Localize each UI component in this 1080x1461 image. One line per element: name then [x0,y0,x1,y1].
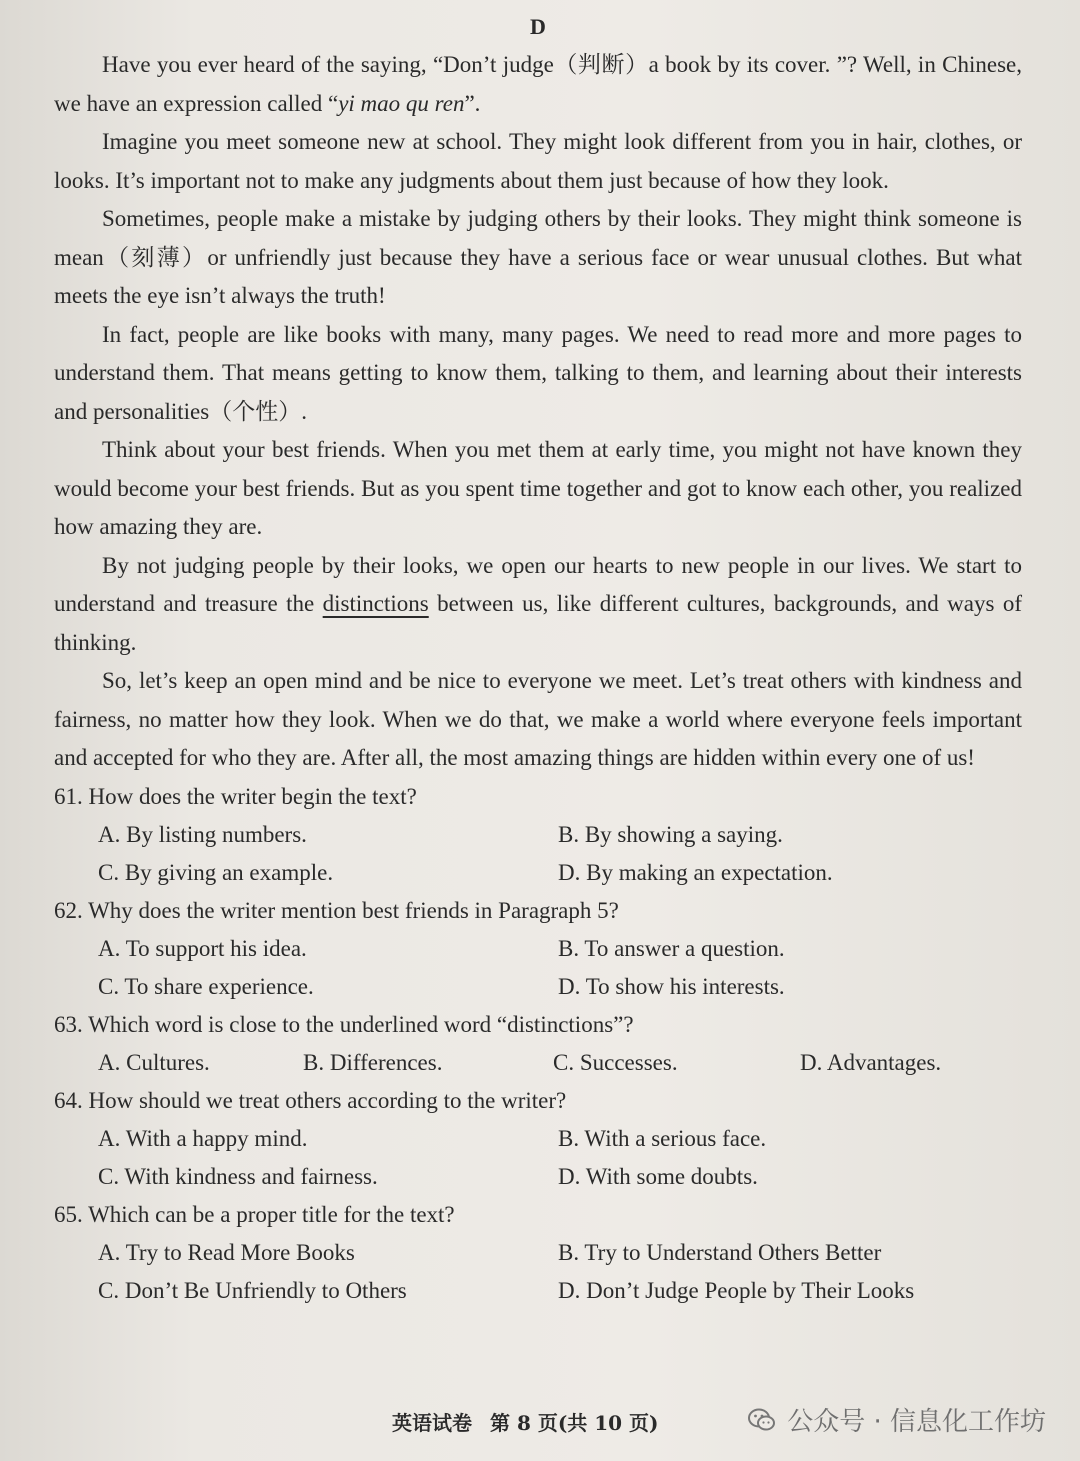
answer-option: A. By listing numbers. [98,821,307,847]
answer-option: B. Try to Understand Others Better [558,1239,882,1265]
question-item [54,1006,1022,1082]
underlined-word: distinctions [322,591,429,616]
answer-option: A. To support his idea. [98,935,307,961]
question-stem: 62. Why does the writer mention best friends in Paragraph 5? [54,897,619,923]
question-stem: 61. How does the writer begin the text? [54,783,417,809]
paragraph-text: By not judging people by their looks, we open our hearts to new people in our lives. We start to understand and treasure the [54,552,1022,616]
answer-option: C. With kindness and fairness. [98,1163,378,1189]
answer-option: B. With a serious face. [558,1125,767,1151]
answer-option: C. By giving an example. [98,859,334,885]
passage-paragraph [54,123,1022,200]
watermark-text: 公众号 · 信息化工作坊 [787,1407,1046,1437]
paragraph-text: ”. [464,90,481,116]
footer-page-number: 第 8 页(共 10 页) [490,1411,659,1435]
answer-options [54,1234,1022,1310]
paragraph-text: Have you ever heard of the saying, “Don’t judge（判断）a book by its cover. ”? Well, in Chinese, we have an expression called “ [54,52,1022,116]
question-list [54,778,1022,1310]
answer-option: A. Try to Read More Books [98,1239,355,1265]
passage-paragraph [54,46,1022,123]
footer-page-info [392,1407,677,1436]
reading-passage [54,46,1022,778]
page-footer [0,1401,1080,1435]
question-item [54,1196,1022,1310]
question-stem: 63. Which word is close to the underlined word “distinctions”? [54,1011,634,1037]
answer-option: D. By making an expectation. [558,859,833,885]
answer-options [54,1044,1022,1082]
wechat-icon [747,1405,777,1435]
question-item [54,1082,1022,1196]
answer-option: B. Differences. [303,1049,443,1075]
answer-option: B. By showing a saying. [558,821,783,847]
answer-option: C. Don’t Be Unfriendly to Others [98,1277,407,1303]
answer-option: B. To answer a question. [558,935,785,961]
answer-option: C. To share experience. [98,973,314,999]
paragraph-text: Sometimes, people make a mistake by judging others by their looks. They might think someone is mean（刻薄）or unfriendly just because they have a serious face or wear unusual clothes. But what meets the eye isn’t always the truth! [54,206,1022,308]
answer-options [54,1120,1022,1196]
paragraph-text: In fact, people are like books with many, many pages. We need to read more and more pages to understand them. That means getting to know them, talking to them, and learning about their interests and personalities（个性）. [54,321,1022,424]
answer-option: A. With a happy mind. [98,1125,308,1151]
paragraph-text: Imagine you meet someone new at school. They might look different from you in hair, clothes, or looks. It’s important not to make any judgments about them just because of how they look. [54,129,1022,193]
paragraph-text: between us, like different cultures, backgrounds, and ways of thinking. [54,591,1023,655]
footer-subject: 英语试卷 [392,1411,472,1435]
answer-option: C. Successes. [553,1049,678,1075]
paragraph-text: Think about your best friends. When you met them at early time, you might not have known they would become your best friends. But as you spent time together and got to know each other, you realized how amazing they are. [54,437,1022,539]
passage-paragraph [54,431,1022,547]
question-stem: 64. How should we treat others according to the writer? [54,1087,567,1113]
section-letter: D [530,14,546,39]
answer-option: A. Cultures. [98,1049,210,1075]
question-stem: 65. Which can be a proper title for the text? [54,1201,455,1227]
passage-paragraph [54,662,1022,778]
question-item [54,778,1022,892]
pinyin-text: yi mao qu ren [338,90,465,116]
answer-option: D. Don’t Judge People by Their Looks [558,1277,915,1303]
answer-options [54,816,1022,892]
answer-option: D. With some doubts. [558,1163,758,1189]
answer-option: D. To show his interests. [558,973,785,999]
question-item [54,892,1022,1006]
passage-paragraph [54,547,1022,663]
answer-option: D. Advantages. [800,1049,942,1075]
watermark [747,1401,1046,1438]
passage-paragraph [54,200,1022,316]
answer-options [54,930,1022,1006]
paragraph-text: So, let’s keep an open mind and be nice to everyone we meet. Let’s treat others with kindness and fairness, no matter how they look. When we do that, we make a world where everyone feels important and accepted for who they are. After all, the most amazing things are hidden within every one of us! [54,668,1022,770]
passage-paragraph [54,316,1022,432]
